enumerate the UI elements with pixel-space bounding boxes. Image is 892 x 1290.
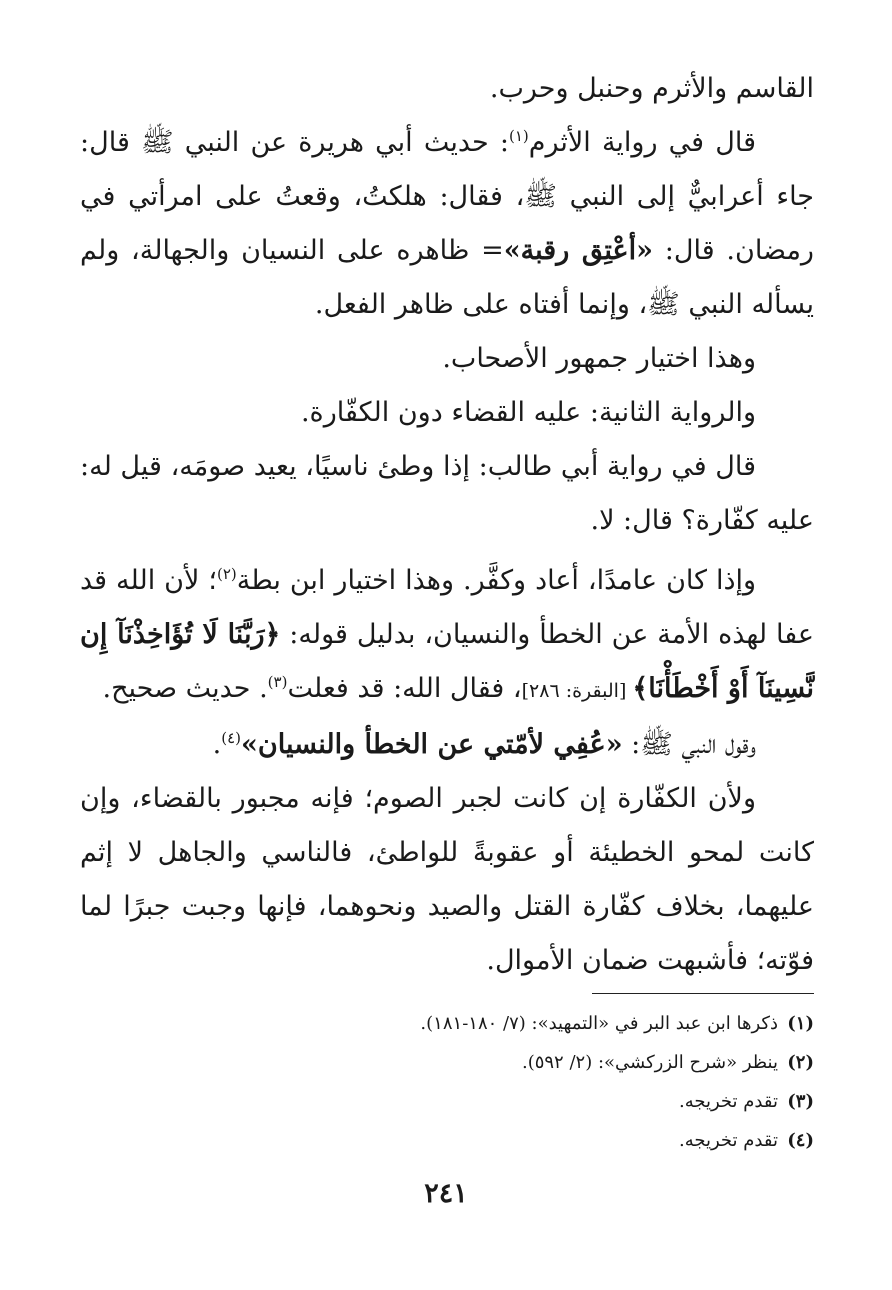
p6-text-before: وإذا كان عامدًا، أعاد وكفَّر. وهذا اختيار ابن بطة	[236, 565, 757, 596]
footnote-divider	[592, 993, 814, 994]
page-number: ٢٤١	[424, 1178, 468, 1209]
paragraph-3: وهذا اختيار جمهور الأصحاب.	[442, 343, 756, 374]
footnote-2	[80, 1043, 814, 1082]
footnote-ref-4[interactable]: (٤)	[221, 729, 242, 747]
paragraph-8: ولأن الكفّارة إن كانت لجبر الصوم؛ فإنه مجبور بالقضاء، وإن كانت لمحو الخطيئة أو عقوبةً للواطئ، فالناسي والجاهل لا إثم عليهما، بخلاف كفّارة القتل والصيد ونحوهما، فإنها وجبت جبرًا لما فوّته؛ فأشبهت ضمان الأموال.	[80, 783, 814, 976]
p2-text-after: = ظاهره على النسيان والجهالة، ولم يسأله النبي ﷺ، وإنما أفتاه على ظاهر الفعل.	[80, 235, 814, 320]
footnote-4	[80, 1121, 814, 1160]
footnotes	[80, 1004, 814, 1160]
footnote-text: تقدم تخريجه.	[679, 1130, 778, 1151]
footnote-ref-2[interactable]: (٢)	[216, 565, 237, 583]
p7-text-before: وقول النبي ﷺ:	[622, 729, 756, 760]
footnote-ref-3[interactable]: (٣)	[267, 673, 288, 691]
p2-text-mid: : حديث أبي هريرة عن النبي ﷺ قال: جاء أعرابيٌّ إلى النبي ﷺ، فقال: هلكتُ، وقعتُ على امرأتي في رمضان. قال:	[80, 127, 814, 266]
footnote-3	[80, 1082, 814, 1121]
footnote-1	[80, 1004, 814, 1043]
paragraph-4: والرواية الثانية: عليه القضاء دون الكفّارة.	[300, 397, 756, 428]
p6-text-mid: ؛ لأن الله قد عفا لهذه الأمة عن الخطأ والنسيان، بدليل قوله:	[80, 565, 814, 650]
footnote-text: ينظر «شرح الزركشي»: (٢/ ٥٩٢).	[521, 1052, 778, 1073]
hadith-quote-2: «عُفِي لأمّتي عن الخطأ والنسيان»	[241, 729, 623, 760]
footnote-number: (١)	[787, 1013, 814, 1034]
footnote-text: تقدم تخريجه.	[679, 1091, 778, 1112]
main-text	[80, 62, 814, 988]
paragraph-5: قال في رواية أبي طالب: إذا وطئ ناسيًا، يعيد صومَه، قيل له: عليه كفّارة؟ قال: لا.	[80, 451, 814, 536]
verse-reference: [البقرة: ٢٨٦]	[521, 680, 633, 702]
footnote-text: ذكرها ابن عبد البر في «التمهيد»: (٧/ ١٨٠-١٨١).	[420, 1013, 778, 1034]
footnote-number: (٤)	[787, 1130, 814, 1151]
p6-text-end: . حديث صحيح.	[102, 673, 268, 704]
p7-text-after: .	[212, 729, 222, 760]
footnote-number: (٣)	[787, 1091, 814, 1112]
footnote-ref-1[interactable]: (١)	[508, 127, 529, 145]
p6-text-after: ، فقال الله: قد فعلت	[287, 673, 522, 704]
hadith-quote-1: «أعْتِق رقبة»	[503, 235, 653, 266]
paragraph-2	[80, 116, 814, 332]
paragraph-6	[80, 554, 814, 718]
paragraph-1: القاسم والأثرم وحنبل وحرب.	[489, 73, 814, 104]
footnote-number: (٢)	[787, 1052, 814, 1073]
paragraph-7	[80, 718, 814, 772]
p2-text-before: قال في رواية الأثرم	[528, 127, 756, 158]
quran-verse: ﴿رَبَّنَا لَا تُؤَاخِذْنَآ إِن نَّسِينَآ أَوْ أَخْطَأْنَا﴾	[80, 619, 814, 704]
